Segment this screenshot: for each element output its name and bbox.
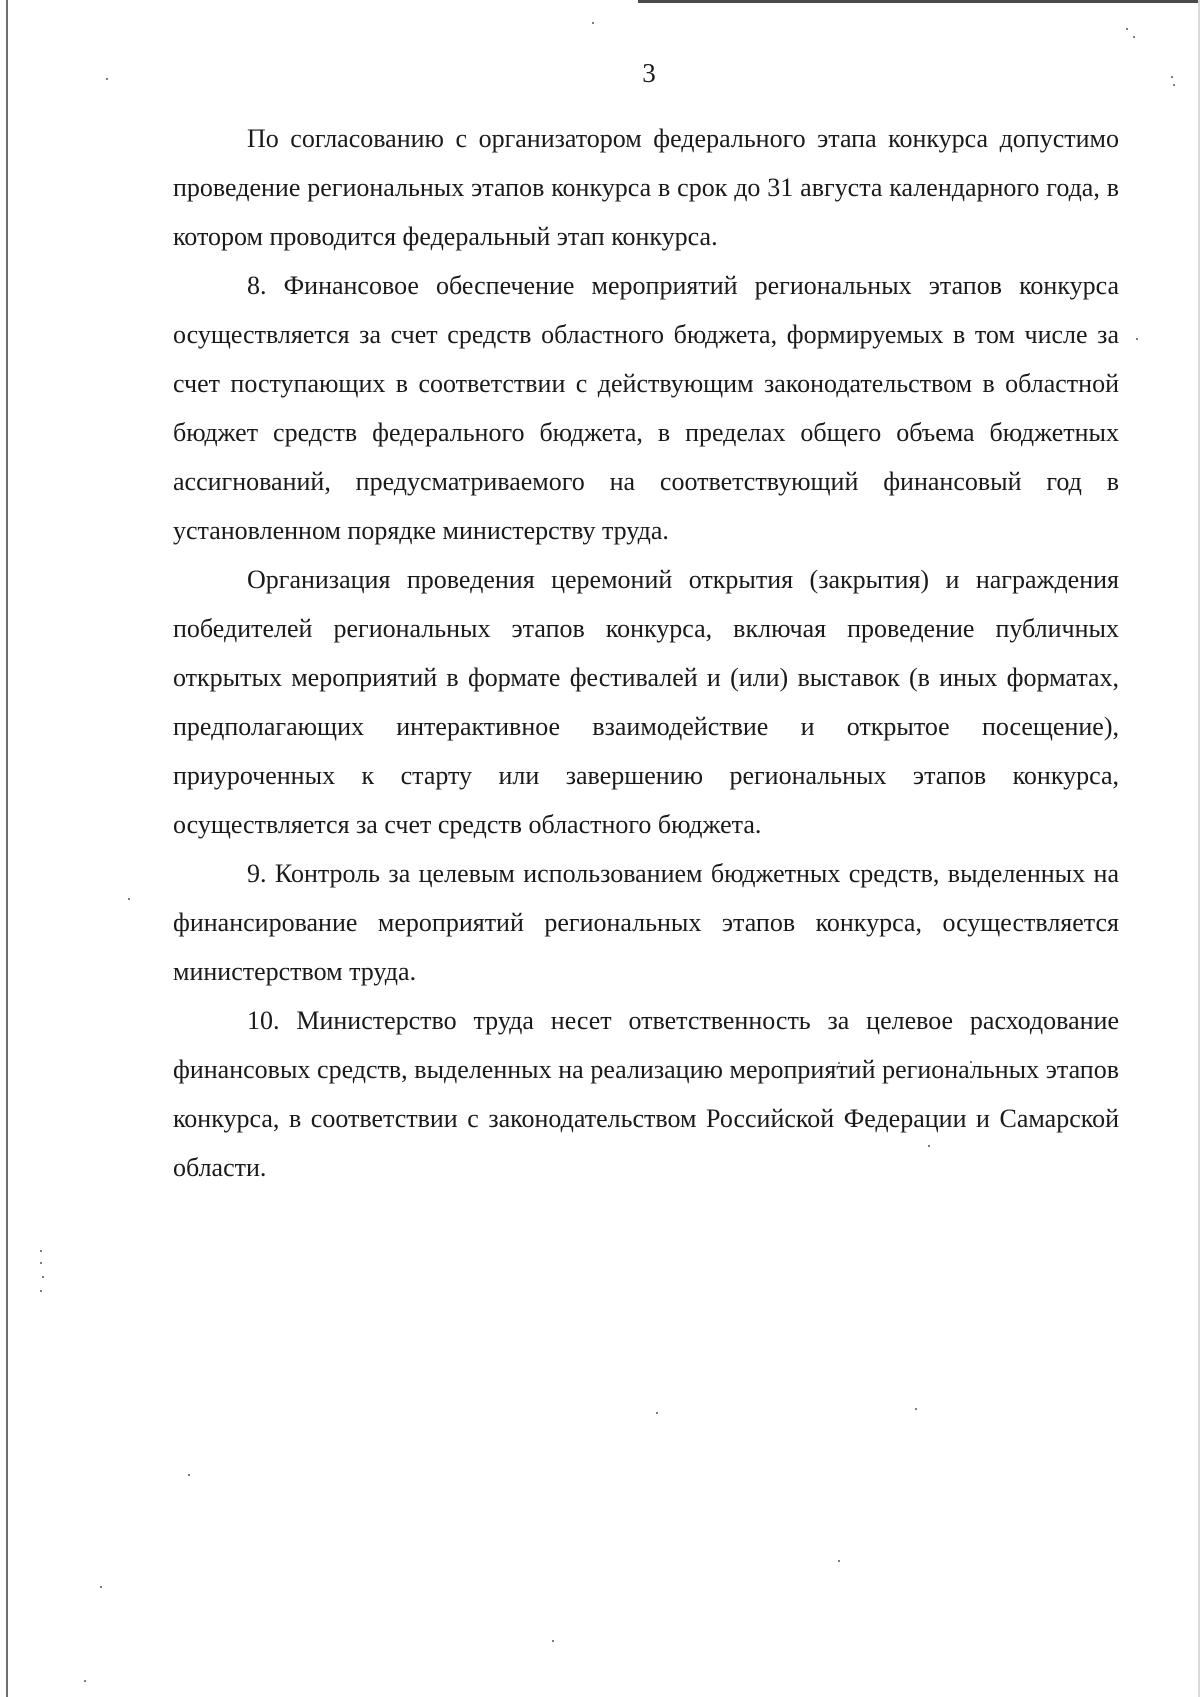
scan-speck — [84, 1680, 86, 1682]
scan-speck — [40, 1262, 42, 1264]
scan-speck — [40, 1250, 42, 1252]
scan-speck — [1126, 28, 1128, 30]
scan-speck — [40, 1290, 42, 1292]
scan-speck — [42, 1276, 44, 1278]
scan-speck — [1133, 36, 1135, 38]
scan-speck — [656, 1412, 658, 1414]
scan-speck — [592, 22, 594, 24]
paragraph: 8. Финансовое обеспечение мероприятий региональных этапов конкурса осуществляется за счет средств областного бюджета, формируемых в том числе за счет поступающих в соответствии с действующим законодательством в областной бюджет средств федерального бюджета, в пределах общего объема бюджетных ассигнований, предусматриваемого на соответствующий финансовый год в установленном порядке министерству труда. — [173, 271, 1119, 545]
page-number: 3 — [642, 58, 656, 88]
scan-speck — [838, 1560, 840, 1562]
scan-speck — [915, 1408, 917, 1410]
scan-edge-top — [638, 0, 1200, 3]
paragraph: 9. Контроль за целевым использованием бюджетных средств, выделенных на финансирование мероприятий региональных этапов конкурса, осуществляется министерством труда. — [173, 859, 1119, 986]
paragraph: 10. Министерство труда несет ответственность за целевое расходование финансовых средств, выделенных на реализацию мероприятий региональных этапов конкурса, в соответствии с законодательством Российской Федерации и Самарской области. — [173, 1006, 1119, 1182]
scan-speck — [552, 1640, 554, 1642]
document-body — [173, 114, 1119, 1192]
scan-edge-left — [6, 0, 8, 1697]
scan-speck — [188, 1474, 190, 1476]
paragraph: Организация проведения церемоний открытия (закрытия) и награждения победителей региональных этапов конкурса, включая проведение публичных открытых мероприятий в формате фестивалей и (или) выставок (в иных форматах, предполагающих интерактивное взаимодействие и открытое посещение), приуроченных к старту или завершению региональных этапов конкурса, осуществляется за счет средств областного бюджета. — [173, 565, 1119, 839]
scan-speck — [100, 1586, 102, 1588]
paragraph: По согласованию с организатором федерального этапа конкурса допустимо проведение региональных этапов конкурса в срок до 31 августа календарного года, в котором проводится федеральный этап конкурса. — [173, 124, 1119, 251]
scan-speck — [128, 898, 130, 900]
scan-speck — [1136, 338, 1138, 340]
